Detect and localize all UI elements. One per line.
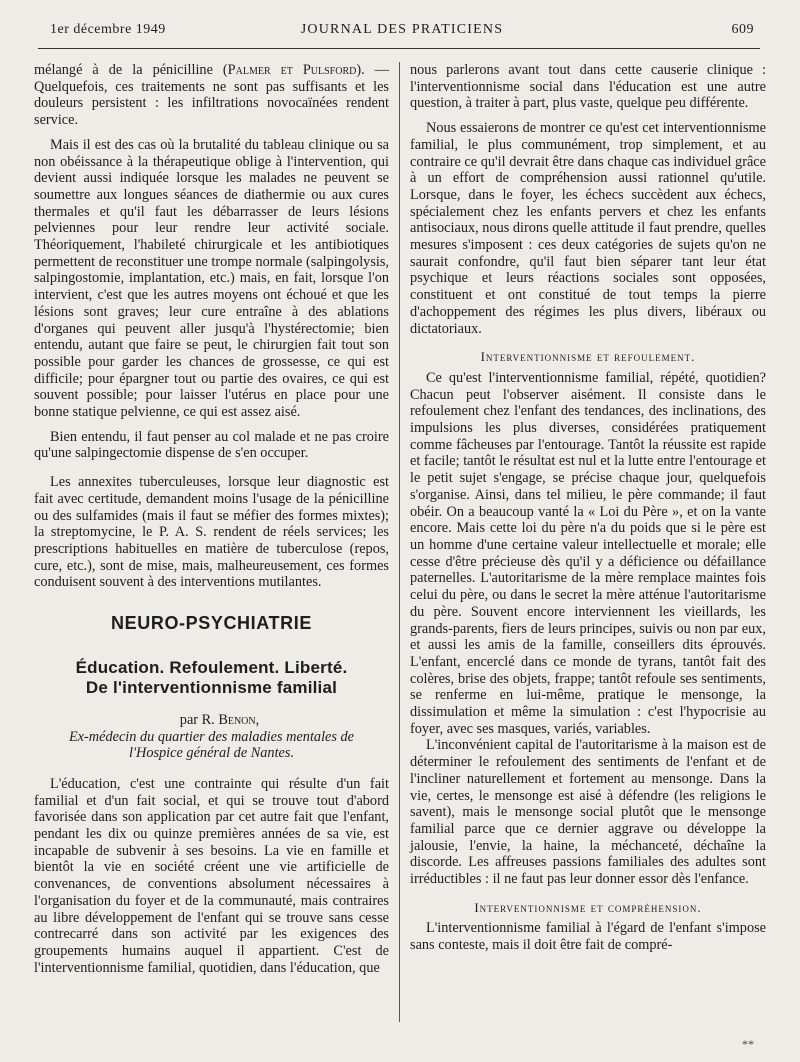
- paragraph: [34, 62, 389, 129]
- paragraph: L'éducation, c'est une contrainte qui résulte d'un fait familial et d'un fait social, et qui se trouve tout d'abord favorisée dans son application par cet autre fait que l'enfant, pendant les dix ou quinze premières années de sa vie, est incapable de subvenir à ses besoins. La vie en famille et bientôt la vie en société créent une vie artificielle de convenances, de conventions absolument nécessaires à l'organisation du foyer et de la communauté, mais contraires au libre développement de l'enfant qui se trouve sans cesse contrecarré dans son activité par les exigences des groupements humains auquel il appartient. C'est de l'interventionnisme familial, quotidien, dans l'éducation, que: [34, 775, 389, 976]
- author-affiliation-line: Ex-médecin du quartier des maladies mentales de: [68, 728, 355, 745]
- paragraph: nous parlerons avant tout dans cette causerie clinique : l'interventionnisme social dans l'éducation est une autre question, à traiter à part, plus vaste, quelque peu différente.: [410, 62, 766, 112]
- page-number: 609: [731, 22, 754, 37]
- article-title: [34, 658, 389, 698]
- cited-authors: Palmer et Pulsford: [227, 62, 357, 78]
- issue-date: 1er décembre 1949: [50, 22, 166, 37]
- paragraph: Ce qu'est l'interventionnisme familial, répété, quotidien? Chacun peut l'observer aisément. Il consiste dans le refoulement chez l'enfant des tendances, des inclinations, des impulsions les plus diverses, considérées pratiquement comme fâcheuses par l'entourage. Tantôt la réussite est rapide et facile; tantôt le résultat est nul et la lutte entre l'entourage et le petit sujet s'engage, se précise chaque jour, quelquefois s'organise. Ainsi, dans tel milieu, le père commande; il faut obéir. On a beaucoup vanté la « Loi du Père », et on la vante encore. Mais cette loi du père n'a du poids que si le père est un homme d'une certaine valeur intellectuelle et morale; elle cesse d'être précieuse dès qu'il y a déficience ou défaillance paternelles. L'autoritarisme de la mère remplace maintes fois celui du père, ou dans le secret la mère atténue l'autoritarisme du père. Souvent encore interviennent les vieillards, les grands-parents, fiers de leurs principes, suivis ou non par eux, et aussi les amis de la famille, conseillers dits éprouvés. L'enfant, encerclé dans ce monde de tyrans, tantôt fait des colères, brise des objets, frappe; tantôt refoule ses sentiments, se renferme en lui-même, pratique le mensonge, la dissimulation et même la simulation : c'est l'hypocrisie au foyer, avec ses masques, variés, variables.: [410, 369, 766, 737]
- article-title-line: De l'interventionnisme familial: [85, 677, 338, 697]
- subsection-heading: Interventionnisme et refoulement.: [480, 349, 696, 365]
- author-affiliation: [34, 729, 389, 762]
- author-name: Benon,: [218, 711, 260, 728]
- author-prefix: par R.: [179, 711, 219, 728]
- author-line: [34, 712, 389, 729]
- subsection-heading: Interventionnisme et compréhension.: [474, 899, 702, 915]
- paragraph: Mais il est des cas où la brutalité du tableau clinique ou sa non obéissance à la thérapeutique oblige à l'intervention, qui devient aussi indiquée lorsque les malades ne peuvent se soumettre aux longues séances de diathermie ou aux cures thermales et qu'il faut les débarrasser de leurs lésions pelviennes pour leur rendre leur activité sociale. Théoriquement, l'habileté chirurgicale et les antibiotiques permettent de reconstituer une trompe normale (salpingolysis, salpingostomie, implantation, etc.) mais, en fait, lorsque l'on intervient, c'est que les autres moyens ont échoué et que les lésions sont graves; leur cure entraîne à des ablations d'organes qui peuvent aller jusqu'à l'hystérectomie; bien entendu, autant que faire se peut, le chirurgien fait tout son possible pour garder les chances de grossesse, ce qui est difficile; pour épargner tout ou partie des ovaires, ce qui est souvent possible; pour laisser l'utérus en place pour une bonne statique pelvienne, ce qui est assez aisé.: [34, 136, 389, 421]
- header-rule: [38, 48, 760, 49]
- article-title-line: Éducation. Refoulement. Liberté.: [75, 657, 348, 677]
- paragraph-text: mélangé à de la pénicilline (: [34, 62, 228, 78]
- paragraph: Les annexites tuberculeuses, lorsque leur diagnostic est fait avec certitude, demandent moins l'usage de la pénicilline ou des sulfamides (mais il faut se méfier des formes mixtes); la streptomycine, le P. A. S. rendent de réels services; les prescriptions habituelles en matière de tuberculose (repos, cure, etc.), sont de mise, mais, malheureusement, ces formes conduisent souvent à des interventions mutilantes.: [34, 474, 389, 591]
- paragraph-text: ). — Quelquefois, ces traitements ne sont pas suffisants et les douleurs persistent : les infiltrations novocaïnées rendent service.: [34, 62, 389, 129]
- paragraph: Bien entendu, il faut penser au col malade et ne pas croire qu'une salpingectomie dispense de s'en occuper.: [34, 428, 389, 462]
- journal-title: JOURNAL DES PRATICIENS: [300, 22, 504, 37]
- running-header: [50, 22, 754, 44]
- paragraph: Nous essaierons de montrer ce qu'est cet interventionnisme familial, le plus communément, trop simplement, et au contraire ce qu'il devrait être dans chaque cas individuel grâce à un effort de compréhension aussi rationnel qu'utile. Lorsque, dans le foyer, les échecs succèdent aux échecs, spécialement chez les enfants pervers et chez les enfants antisociaux, nous dirons quelle attitude il faut prendre, quelles mesures s'imposent : ces deux catégories de sujets qu'on ne saurait confondre, qu'il faut bien séparer tant leur état psychique et leurs réactions sociales sont opposées, constituent et ont constitué de tout temps la pierre d'achoppement des régimes les plus divers, libéraux ou dictatoriaux.: [410, 120, 766, 337]
- section-heading: NEURO-PSYCHIATRIE: [111, 613, 312, 634]
- paragraph: L'inconvénient capital de l'autoritarisme à la maison est de déterminer le refoulement des sentiments de l'enfant et de l'incliner naturellement et fortement au mensonge. Dans la vie, certes, le mensonge est aisé à défendre (les religions le savent), mais le mensonge social plutôt que le mensonge familial parce que ce dernier aggrave ou développe la jalousie, l'envie, la haine, la méchanceté, déchaîne la discorde. Les affreuses passions familiales des adultes sont irréductibles : il ne faut pas leur donner essor dès l'enfance.: [410, 737, 766, 888]
- column-divider: [399, 62, 400, 1022]
- left-column: [34, 62, 389, 984]
- printer-mark: **: [742, 1037, 754, 1051]
- author-affiliation-line: l'Hospice général de Nantes.: [128, 745, 295, 762]
- paragraph: L'interventionnisme familial à l'égard de l'enfant s'impose sans conteste, mais il doit être fait de compré-: [410, 920, 766, 954]
- right-column: [410, 62, 766, 954]
